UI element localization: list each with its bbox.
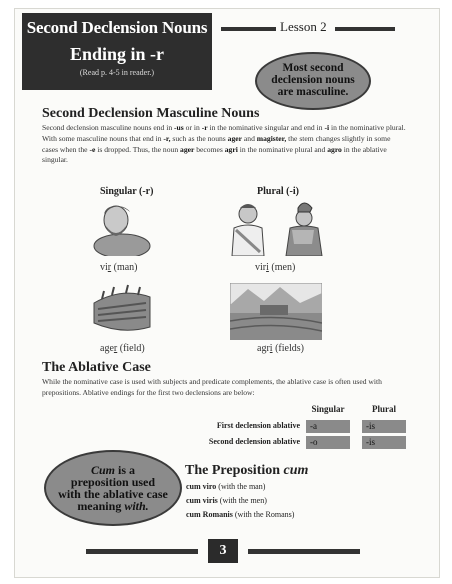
column-head-plural: Plural (-i) [257, 186, 299, 197]
page-number: 3 [208, 539, 238, 563]
masculine-paragraph: Second declension masculine nouns end in -us or in -r in the nominative singular and end in -i in the nominative plural. With some masculine nouns that end in -r, such as the nouns ager and magister, the stem changes slightly in some cases when the -e is dropped. Thus, the noun ager becomes agri in the nominative plural and agro in the ablative singular. [42, 123, 406, 165]
lesson-rule-left [221, 27, 276, 31]
lesson-title-box [22, 13, 212, 90]
caption-viri: viri (men) [255, 262, 296, 273]
callout-line: preposition used [70, 474, 156, 489]
callout-line: Cum is a [90, 462, 136, 477]
table-row-label: First declension ablative [216, 421, 300, 430]
callout-line: with the ablative case [58, 487, 168, 501]
caption-vir: vir (man) [100, 262, 138, 273]
title-line-2: Ending in -r [69, 44, 165, 64]
men-illustration [222, 200, 332, 256]
table-cell: -a [306, 420, 350, 433]
footer-rule-right [248, 549, 360, 554]
callout-line: Most second [282, 62, 344, 75]
section-heading-preposition: The Preposition cum [185, 463, 309, 478]
section-heading-masculine: Second Declension Masculine Nouns [42, 106, 260, 121]
caption-ager: ager (field) [100, 343, 145, 354]
cum-callout [44, 450, 182, 526]
masculine-callout [255, 52, 371, 110]
table-head-plural: Plural [372, 404, 396, 414]
callout-line: meaning with. [77, 499, 149, 514]
caption-agri: agri (fields) [257, 343, 304, 354]
lesson-label: Lesson 2 [280, 19, 327, 34]
callout-line: are masculine. [277, 85, 349, 98]
table-head-singular: Singular [311, 404, 345, 414]
title-line-1: Second Declension Nouns [26, 18, 208, 37]
example-line: cum Romanis (with the Romans) [186, 510, 295, 519]
section-heading-ablative: The Ablative Case [42, 360, 151, 375]
footer-rule-left [86, 549, 198, 554]
ablative-paragraph: While the nominative case is used with subjects and predicate complements, the ablative case is often used with prepositions. Ablative endings for the first two declensions are below: [42, 377, 382, 397]
example-line: cum viro (with the man) [186, 482, 266, 491]
fields-illustration [230, 283, 322, 340]
lesson-rule-right [335, 27, 395, 31]
table-cell: -is [362, 420, 406, 433]
example-line: cum viris (with the men) [186, 496, 267, 505]
field-illustration [92, 283, 152, 335]
man-illustration [92, 198, 154, 256]
table-row-label: Second declension ablative [208, 437, 300, 446]
callout-line: declension nouns [271, 74, 355, 87]
reading-note: (Read p. 4-5 in reader.) [79, 68, 155, 77]
table-cell: -is [362, 436, 406, 449]
table-cell: -o [306, 436, 350, 449]
column-head-singular: Singular (-r) [100, 186, 154, 197]
